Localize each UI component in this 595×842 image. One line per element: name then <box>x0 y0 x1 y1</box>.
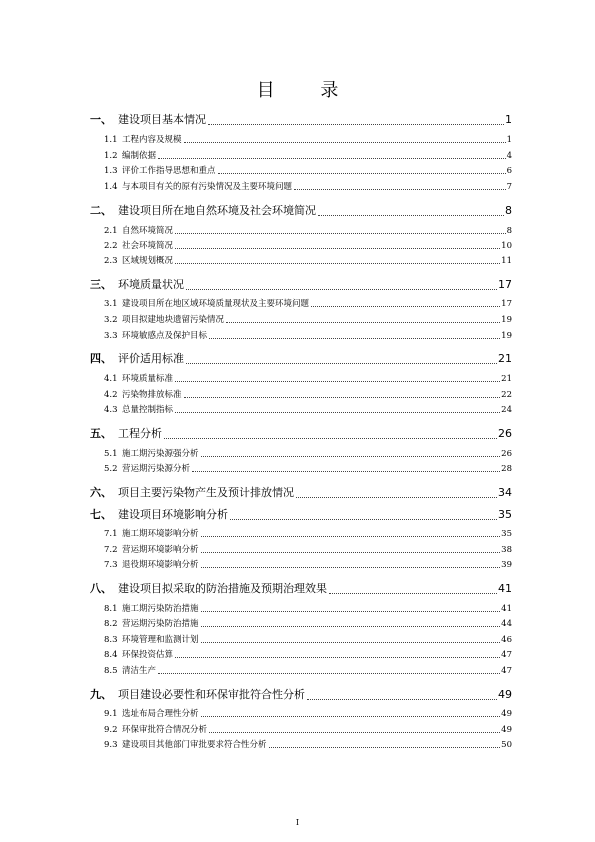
toc-entry-number: 一、 <box>90 113 112 126</box>
toc-entry-number: 4.2 <box>104 390 118 400</box>
toc-dot-leader <box>175 263 500 264</box>
toc-entry-number: 8.3 <box>104 635 118 645</box>
toc-section-entry[interactable] <box>104 149 512 161</box>
toc-dot-leader <box>186 363 497 364</box>
toc-dot-leader <box>175 657 500 658</box>
toc-chapter-entry[interactable] <box>90 276 512 292</box>
toc-entry-page: 39 <box>501 560 512 570</box>
toc-entry-label: 建设项目所在地自然环境及社会环境简况 <box>118 204 316 217</box>
toc-entry-page: 1 <box>506 135 512 145</box>
toc-section-entry[interactable] <box>104 447 512 459</box>
toc-dot-leader <box>184 397 501 398</box>
toc-entry-number: 五、 <box>90 427 112 440</box>
toc-entry-number: 七、 <box>90 508 112 521</box>
toc-entry-number: 四、 <box>90 352 112 365</box>
toc-entry-number: 4.3 <box>104 405 118 415</box>
toc-entry-number: 3.3 <box>104 331 118 341</box>
toc-section-entry[interactable] <box>104 633 512 645</box>
toc-entry-page: 35 <box>501 529 512 539</box>
toc-dot-leader <box>192 471 500 472</box>
toc-entry-page: 49 <box>501 725 512 735</box>
toc-entry-page: 22 <box>501 390 512 400</box>
toc-dot-leader <box>164 438 497 439</box>
toc-chapter-entry[interactable] <box>90 425 512 441</box>
toc-chapter-entry[interactable] <box>90 580 512 596</box>
toc-entry-label: 项目建设必要性和环保审批符合性分析 <box>118 688 305 701</box>
toc-entry-number: 2.1 <box>104 226 118 236</box>
toc-entry-page: 21 <box>498 352 512 365</box>
toc-section-entry[interactable] <box>104 372 512 384</box>
toc-entry-number: 7.2 <box>104 545 118 555</box>
toc-entry-label: 与本项目有关的原有污染情况及主要环境问题 <box>122 182 293 192</box>
toc-section-entry[interactable] <box>104 254 512 266</box>
toc-section-entry[interactable] <box>104 527 512 539</box>
toc-entry-page: 17 <box>501 299 512 309</box>
toc-entry-number: 九、 <box>90 688 112 701</box>
toc-entry-page: 26 <box>498 427 512 440</box>
toc-dot-leader <box>175 248 500 249</box>
toc-entry-number: 8.1 <box>104 604 118 614</box>
toc-dot-leader <box>201 626 501 627</box>
toc-entry-label: 工程内容及规模 <box>122 135 182 145</box>
toc-entry-number: 5.1 <box>104 449 118 459</box>
toc-entry-label: 自然环境简况 <box>122 226 174 236</box>
toc-entry-number: 1.4 <box>104 182 118 192</box>
toc-section-entry[interactable] <box>104 723 512 735</box>
toc-entry-page: 6 <box>506 166 512 176</box>
page-number-footer: I <box>295 818 300 827</box>
toc-entry-label: 施工期污染防治措施 <box>122 604 199 614</box>
toc-entry-page: 21 <box>501 374 512 384</box>
toc-entry-page: 19 <box>501 315 512 325</box>
toc-section-entry[interactable] <box>104 462 512 474</box>
toc-entry-label: 项目主要污染物产生及预计排放情况 <box>118 486 294 499</box>
toc-entry-number: 9.3 <box>104 740 118 750</box>
toc-dot-leader <box>209 338 500 339</box>
toc-entry-label: 工程分析 <box>118 427 162 440</box>
toc-section-entry[interactable] <box>104 403 512 415</box>
toc-entry-number: 八、 <box>90 582 112 595</box>
toc-dot-leader <box>201 536 501 537</box>
toc-entry-number: 2.2 <box>104 241 118 251</box>
toc-entry-label: 营运期环境影响分析 <box>122 545 199 555</box>
toc-entry-page: 38 <box>501 545 512 555</box>
toc-section-entry[interactable] <box>104 180 512 192</box>
toc-dot-leader <box>184 142 506 143</box>
toc-dot-leader <box>209 732 500 733</box>
toc-dot-leader <box>226 322 500 323</box>
toc-entry-label: 清洁生产 <box>122 666 157 676</box>
toc-entry-number: 8.2 <box>104 619 118 629</box>
toc-dot-leader <box>175 381 500 382</box>
toc-entry-label: 退役期环境影响分析 <box>122 560 199 570</box>
toc-entry-page: 7 <box>506 182 512 192</box>
toc-section-entry[interactable] <box>104 664 512 676</box>
toc-section-entry[interactable] <box>104 297 512 309</box>
toc-entry-number: 1.3 <box>104 166 118 176</box>
toc-entry-label: 项目拟建地块遗留污染情况 <box>122 315 225 325</box>
toc-entry-page: 47 <box>501 650 512 660</box>
toc-section-entry[interactable] <box>104 164 512 176</box>
toc-section-entry[interactable] <box>104 602 512 614</box>
toc-entry-page: 35 <box>498 508 512 521</box>
toc-section-entry[interactable] <box>104 738 512 750</box>
toc-dot-leader <box>201 567 501 568</box>
toc-entry-page: 47 <box>501 666 512 676</box>
toc-entry-page: 26 <box>501 449 512 459</box>
toc-entry-page: 19 <box>501 331 512 341</box>
toc-entry-number: 7.1 <box>104 529 118 539</box>
toc-dot-leader <box>329 593 497 594</box>
toc-entry-page: 41 <box>501 604 512 614</box>
toc-chapter-entry[interactable] <box>90 506 512 522</box>
toc-entry-label: 编制依据 <box>122 151 157 161</box>
toc-section-entry[interactable] <box>104 707 512 719</box>
toc-entry-label: 评价适用标准 <box>118 352 184 365</box>
toc-entry-label: 建设项目所在地区域环境质量现状及主要环境问题 <box>122 299 310 309</box>
toc-entry-page: 1 <box>505 113 512 126</box>
toc-section-entry[interactable] <box>104 558 512 570</box>
toc-dot-leader <box>158 673 500 674</box>
toc-entry-number: 9.2 <box>104 725 118 735</box>
toc-entry-number: 二、 <box>90 204 112 217</box>
toc-entry-number: 8.4 <box>104 650 118 660</box>
toc-chapter-entry[interactable] <box>90 350 512 366</box>
toc-entry-label: 施工期污染源强分析 <box>122 449 199 459</box>
toc-entry-label: 环保投资估算 <box>122 650 174 660</box>
toc-entry-page: 41 <box>498 582 512 595</box>
toc-dot-leader <box>201 552 501 553</box>
toc-entry-number: 3.1 <box>104 299 118 309</box>
toc-entry-page: 34 <box>498 486 512 499</box>
toc-dot-leader <box>230 519 497 520</box>
toc-entry-number: 2.3 <box>104 256 118 266</box>
toc-dot-leader <box>218 173 506 174</box>
toc-section-entry[interactable] <box>104 239 512 251</box>
toc-entry-page: 11 <box>501 256 512 266</box>
toc-chapter-entry[interactable] <box>90 484 512 500</box>
toc-entry-page: 49 <box>501 709 512 719</box>
toc-entry-label: 污染物排放标准 <box>122 390 182 400</box>
toc-entry-label: 建设项目其他部门审批要求符合性分析 <box>122 740 267 750</box>
toc-chapter-entry[interactable] <box>90 686 512 702</box>
page-title: 目 录 <box>256 80 359 101</box>
toc-dot-leader <box>208 124 504 125</box>
toc-dot-leader <box>201 716 501 717</box>
toc-entry-page: 28 <box>501 464 512 474</box>
toc-entry-label: 社会环境简况 <box>122 241 174 251</box>
toc-section-entry[interactable] <box>104 648 512 660</box>
toc-entry-page: 46 <box>501 635 512 645</box>
toc-entry-page: 49 <box>498 688 512 701</box>
toc-section-entry[interactable] <box>104 388 512 400</box>
toc-chapter-entry[interactable] <box>90 111 512 127</box>
toc-entry-label: 施工期环境影响分析 <box>122 529 199 539</box>
toc-entry-label: 区域规划概况 <box>122 256 174 266</box>
toc-entry-label: 环境质量状况 <box>118 278 184 291</box>
toc-entry-page: 4 <box>506 151 512 161</box>
toc-section-entry[interactable] <box>104 224 512 236</box>
toc-dot-leader <box>158 158 506 159</box>
toc-dot-leader <box>201 642 501 643</box>
toc-entry-page: 50 <box>501 740 512 750</box>
toc-section-entry[interactable] <box>104 133 512 145</box>
toc-entry-number: 8.5 <box>104 666 118 676</box>
toc-dot-leader <box>294 189 506 190</box>
toc-dot-leader <box>307 699 497 700</box>
toc-entry-page: 17 <box>498 278 512 291</box>
toc-entry-label: 营运期污染防治措施 <box>122 619 199 629</box>
toc-entry-page: 44 <box>501 619 512 629</box>
toc-entry-label: 建设项目环境影响分析 <box>118 508 228 521</box>
toc-entry-label: 环境管理和监测计划 <box>122 635 199 645</box>
toc-entry-label: 评价工作指导思想和重点 <box>122 166 216 176</box>
toc-entry-page: 24 <box>501 405 512 415</box>
toc-dot-leader <box>296 497 497 498</box>
toc-entry-number: 六、 <box>90 486 112 499</box>
toc-dot-leader <box>186 289 497 290</box>
toc-entry-label: 建设项目拟采取的防治措施及预期治理效果 <box>118 582 327 595</box>
toc-section-entry[interactable] <box>104 313 512 325</box>
toc-dot-leader <box>318 215 504 216</box>
toc-section-entry[interactable] <box>104 617 512 629</box>
toc-dot-leader <box>175 412 500 413</box>
toc-entry-number: 1.2 <box>104 151 118 161</box>
toc-entry-label: 总量控制指标 <box>122 405 174 415</box>
toc-dot-leader <box>175 233 506 234</box>
toc-entry-page: 8 <box>506 226 512 236</box>
toc-entry-number: 7.3 <box>104 560 118 570</box>
toc-entry-label: 环境敏感点及保护目标 <box>122 331 208 341</box>
toc-entry-page: 10 <box>501 241 512 251</box>
toc-dot-leader <box>201 611 501 612</box>
toc-section-entry[interactable] <box>104 329 512 341</box>
toc-entry-label: 环保审批符合情况分析 <box>122 725 208 735</box>
toc-entry-page: 8 <box>505 204 512 217</box>
toc-entry-number: 4.1 <box>104 374 118 384</box>
toc-entry-label: 选址布局合理性分析 <box>122 709 199 719</box>
toc-entry-number: 9.1 <box>104 709 118 719</box>
toc-entry-label: 建设项目基本情况 <box>118 113 206 126</box>
toc-dot-leader <box>269 747 501 748</box>
toc-section-entry[interactable] <box>104 543 512 555</box>
toc-entry-number: 3.2 <box>104 315 118 325</box>
toc-chapter-entry[interactable] <box>90 202 512 218</box>
toc-entry-number: 5.2 <box>104 464 118 474</box>
toc-entry-number: 1.1 <box>104 135 118 145</box>
toc-dot-leader <box>311 306 500 307</box>
toc-entry-number: 三、 <box>90 278 112 291</box>
toc-dot-leader <box>201 456 501 457</box>
toc-entry-label: 环境质量标准 <box>122 374 174 384</box>
toc-entry-label: 营运期污染源分析 <box>122 464 191 474</box>
